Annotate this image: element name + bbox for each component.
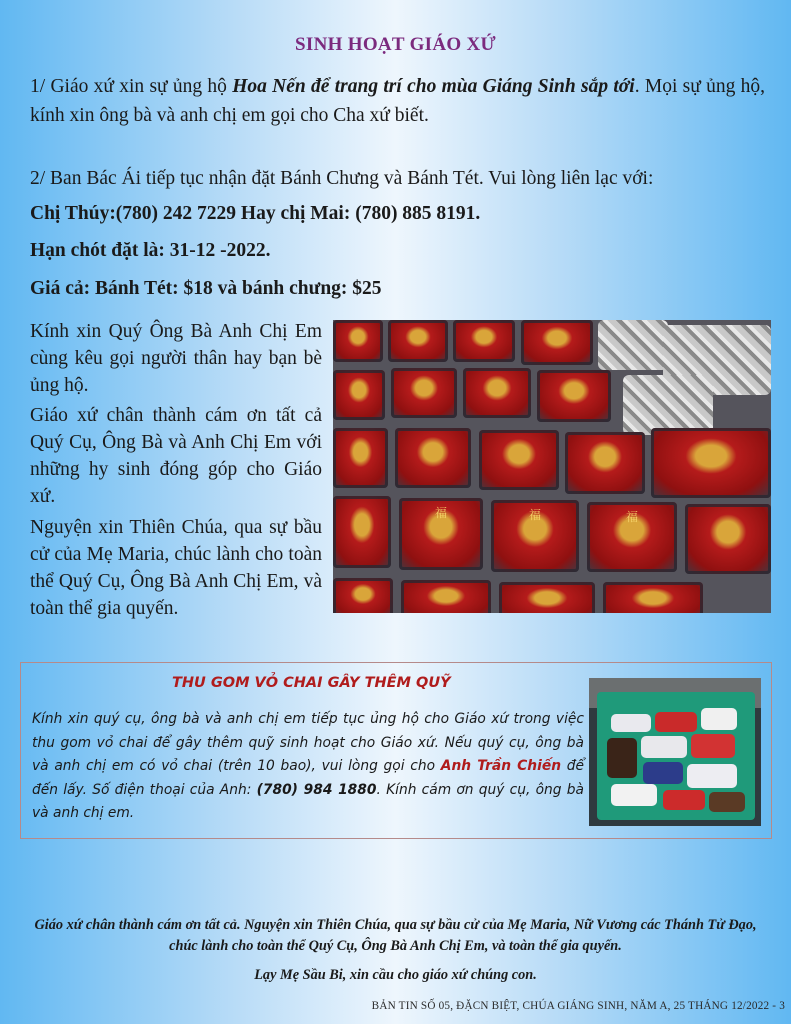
cake bbox=[395, 428, 471, 488]
can bbox=[655, 712, 697, 732]
can bbox=[611, 714, 651, 732]
fundraiser-text-after: . Kính cám ơn quý cụ, ông bà và anh chị em. bbox=[32, 781, 584, 821]
can bbox=[701, 708, 737, 730]
side-paragraph-blessing: Nguyện xin Thiên Chúa, qua sự bầu cử của Mẹ Maria, chúc lành cho toàn thể Quý Cụ, Ông Bà Anh Chị Em, và toàn thể gia quyến. bbox=[30, 517, 322, 619]
price-line: Giá cả: Bánh Tét: $18 và bánh chưng: $25 bbox=[30, 278, 382, 299]
cake bbox=[521, 320, 593, 365]
cake bbox=[603, 582, 703, 613]
cake bbox=[479, 430, 559, 490]
can bbox=[687, 764, 737, 788]
fundraiser-title: THU GOM VỎ CHAI GÂY THÊM QUỸ bbox=[172, 675, 451, 691]
cake bbox=[333, 370, 385, 420]
cake bbox=[333, 428, 388, 488]
cake bbox=[537, 370, 611, 422]
cake bbox=[333, 496, 391, 568]
cake bbox=[499, 582, 595, 613]
cake bbox=[565, 432, 645, 494]
cake bbox=[651, 428, 771, 498]
bottle bbox=[709, 792, 745, 812]
fu-glyph: 福 bbox=[625, 510, 639, 524]
item-1-emphasis: Hoa Nến để trang trí cho mùa Giáng Sinh sắp tới bbox=[232, 76, 635, 97]
bottle bbox=[607, 738, 637, 778]
contact-line: Chị Thúy:(780) 242 7229 Hay chị Mai: (780) 885 8191. bbox=[30, 203, 481, 224]
fundraiser-phone: (780) 984 1880 bbox=[256, 781, 377, 798]
can bbox=[691, 734, 735, 758]
cake bbox=[388, 320, 448, 362]
item-2-intro: 2/ Ban Bác Ái tiếp tục nhận đặt Bánh Chưng và Bánh Tét. Vui lòng liên lạc với: bbox=[30, 168, 654, 189]
cake bbox=[333, 578, 393, 613]
closing-blessing: Giáo xứ chân thành cám ơn tất cả. Nguyện xin Thiên Chúa, qua sự bầu cử của Mẹ Maria, Nữ Vương các Thánh Tử Đạo, chúc lành cho toàn thể Quý Cụ, Ông Bà Anh Chị Em, và toàn thể gia quyến. bbox=[34, 917, 757, 954]
cake bbox=[453, 320, 515, 362]
cake bbox=[463, 368, 531, 418]
fundraiser-text-before: Kính xin quý cụ, ông bà và anh chị em tiếp tục ủng hộ cho Giáo xứ trong việc thu gom vỏ chai để gây thêm quỹ sinh hoạt cho Giáo xứ. Nếu quý cụ, ông bà và anh chị em có vỏ chai (trên 10 bao), vui lòng gọi cho bbox=[32, 711, 584, 774]
side-paragraph-appeal: Kính xin Quý Ông Bà Anh Chị Em cùng kêu gọi người thân hay bạn bè ủng hộ. bbox=[30, 321, 322, 396]
item-1-suffix: . Mọi sự ủng hộ, kính xin ông bà và anh chị em gọi cho Cha xứ biết. bbox=[30, 76, 766, 126]
cake bbox=[391, 368, 457, 418]
silver-wrapped-cakes bbox=[623, 375, 713, 435]
closing-prayer: Lạy Mẹ Sầu Bi, xin cầu cho giáo xứ chúng con. bbox=[254, 967, 537, 983]
item-1-prefix: 1/ Giáo xứ xin sự ủng hộ bbox=[30, 76, 233, 97]
cake bbox=[685, 504, 771, 574]
can bbox=[611, 784, 657, 806]
fundraiser-text bbox=[32, 708, 584, 826]
fu-glyph: 福 bbox=[434, 506, 448, 520]
cake bbox=[491, 500, 579, 572]
cake bbox=[399, 498, 483, 570]
cake bbox=[333, 320, 383, 362]
banh-chung-photo bbox=[333, 320, 771, 613]
item-1-paragraph bbox=[30, 72, 765, 130]
silver-wrapped-cakes bbox=[598, 320, 668, 370]
can bbox=[663, 790, 705, 810]
bottle-bin-photo bbox=[589, 678, 761, 826]
can bbox=[643, 762, 683, 784]
cake bbox=[587, 502, 677, 572]
page-title: SINH HOẠT GIÁO XỨ bbox=[295, 34, 496, 55]
can bbox=[641, 736, 687, 758]
fundraiser-contact-name: Anh Trần Chiến bbox=[440, 758, 562, 774]
deadline-line: Hạn chót đặt là: 31-12 -2022. bbox=[30, 240, 271, 261]
cake bbox=[401, 580, 491, 613]
fundraiser-text-middle: để đến lấy. Số điện thoại của Anh: bbox=[32, 758, 584, 798]
fu-glyph: 福 bbox=[528, 508, 542, 522]
page-footer: BẢN TIN SỐ 05, ĐẶCN BIỆT, CHÚA GIÁNG SINH, NĂM A, 25 THÁNG 12/2022 - 3 bbox=[371, 1000, 785, 1012]
side-paragraph-thanks: Giáo xứ chân thành cám ơn tất cả Quý Cụ, Ông Bà và Anh Chị Em với những hy sinh đóng góp cho Giáo xứ. bbox=[30, 405, 322, 507]
